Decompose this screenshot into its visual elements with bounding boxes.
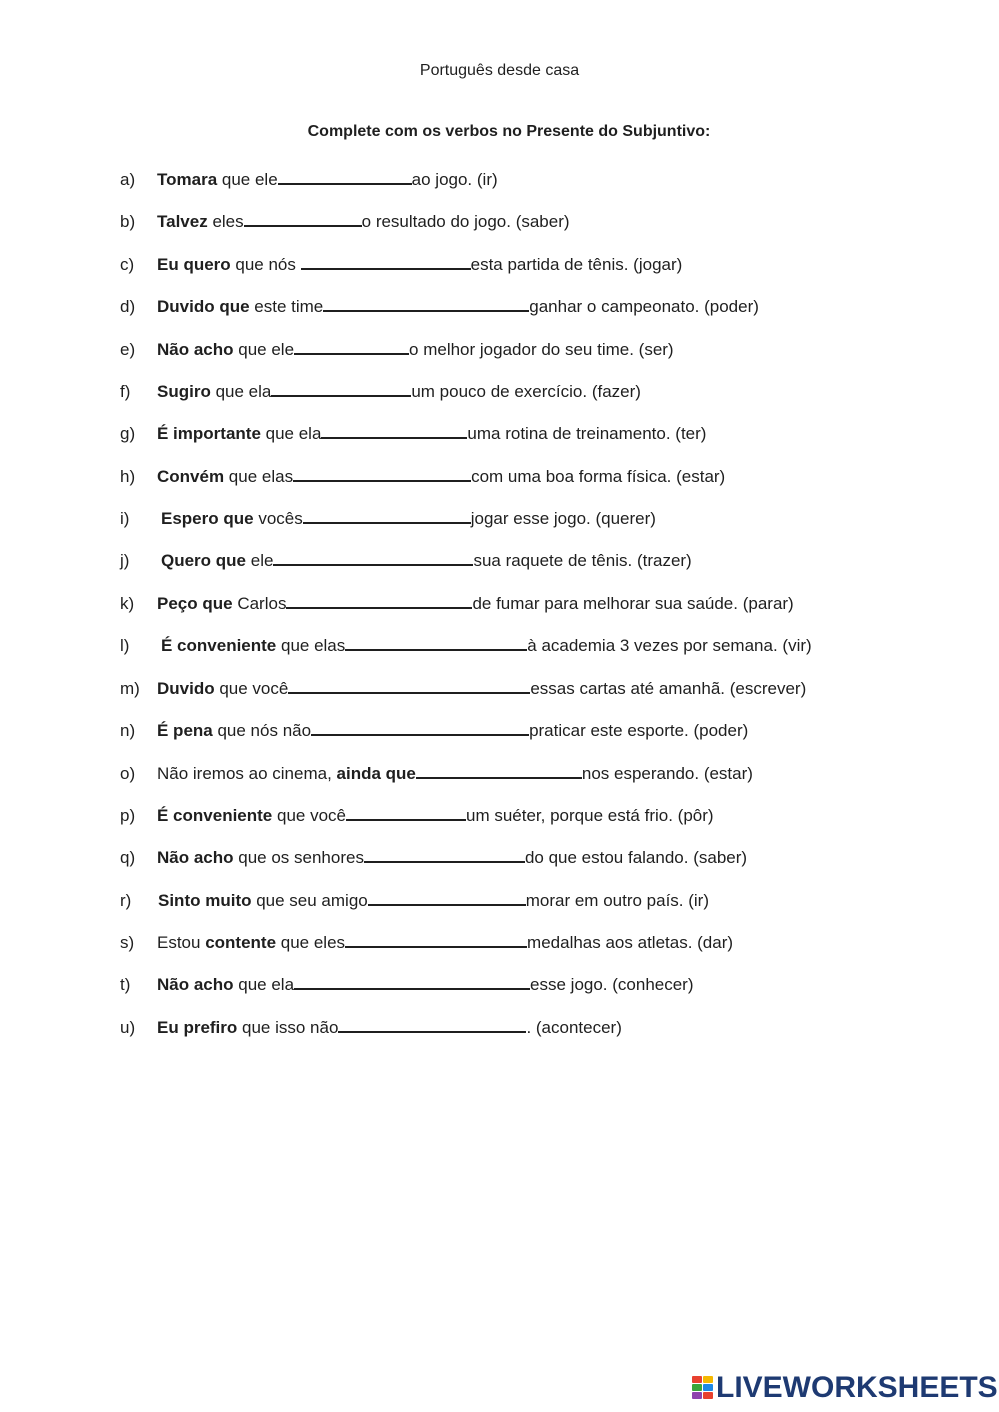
exercise-trigger-phrase: Quero que [161,551,247,570]
exercise-letter: b) [120,212,136,231]
exercise-trigger-phrase: Duvido que [157,297,250,316]
exercise-item [120,168,498,192]
exercise-trigger-phrase: Não acho [157,340,234,359]
exercise-trigger-phrase: Peço que [157,594,233,613]
exercise-letter: p) [120,806,136,825]
exercise-suffix-text: à academia 3 vezes por semana. (vir) [527,636,812,655]
exercise-subject-text: que os senhores [233,848,364,867]
answer-blank[interactable] [338,1017,526,1033]
exercise-subject-text: que elas [276,636,346,655]
page-header: Português desde casa [419,62,580,79]
answer-blank[interactable] [321,423,467,439]
instruction-heading: Complete com os verbos no Presente do Subjuntivo: [307,123,711,140]
exercise-prefix-text: Estou [157,933,206,952]
exercise-suffix-text: de fumar para melhorar sua saúde. (parar) [472,594,794,613]
exercise-item [120,338,674,362]
exercise-item [120,931,733,955]
exercise-trigger-phrase: Espero que [161,509,254,528]
exercise-suffix-text: . (acontecer) [526,1018,622,1037]
exercise-trigger-phrase: Sugiro [157,382,211,401]
exercise-letter: j) [120,551,130,570]
exercise-suffix-text: ganhar o campeonato. (poder) [529,297,759,316]
exercise-trigger-phrase: Duvido [157,679,215,698]
exercise-subject-text: que ele [233,340,295,359]
exercise-subject-text: que isso não [237,1018,339,1037]
liveworksheets-logo [692,1372,998,1404]
answer-blank[interactable] [303,508,471,524]
exercise-item [120,549,692,573]
answer-blank[interactable] [278,169,412,185]
exercise-letter: t) [120,975,131,994]
exercise-letter: e) [120,340,136,359]
answer-blank[interactable] [288,678,530,694]
exercise-letter: m) [120,679,140,698]
exercise-item [120,380,641,404]
liveworksheets-icon [692,1376,714,1400]
exercise-item [120,889,709,913]
exercise-trigger-phrase: Sinto muito [158,891,252,910]
exercise-suffix-text: essas cartas até amanhã. (escrever) [530,679,807,698]
exercise-suffix-text: praticar este esporte. (poder) [529,721,749,740]
exercise-letter: a) [120,170,136,189]
exercise-trigger-phrase: Tomara [157,170,218,189]
exercise-trigger-phrase: Eu quero [157,255,231,274]
exercise-suffix-text: do que estou falando. (saber) [524,848,748,867]
exercise-subject-text: ele [246,551,274,570]
answer-blank[interactable] [346,805,466,821]
exercise-suffix-text: esta partida de tênis. (jogar) [470,255,683,274]
exercise-letter: h) [120,467,136,486]
answer-blank[interactable] [286,593,472,609]
answer-blank[interactable] [294,974,530,990]
exercise-letter: c) [120,255,135,274]
exercise-suffix-text: o melhor jogador do seu time. (ser) [409,340,674,359]
exercise-item [120,804,714,828]
exercise-letter: r) [120,891,132,910]
exercise-subject-text: que ela [210,382,272,401]
exercise-item [120,210,570,234]
exercise-suffix-text: o resultado do jogo. (saber) [361,212,570,231]
answer-blank[interactable] [301,254,471,270]
exercise-letter: i) [120,509,130,528]
exercise-letter: o) [120,764,136,783]
exercise-suffix-text: ao jogo. (ir) [411,170,498,189]
exercise-suffix-text: um suéter, porque está frio. (pôr) [466,806,714,825]
exercise-trigger-phrase: É conveniente [157,806,273,825]
exercise-letter: u) [120,1018,136,1037]
exercise-trigger-phrase: Não acho [157,848,234,867]
exercise-subject-text: vocês [253,509,303,528]
exercise-item [120,507,656,531]
exercise-trigger-phrase: contente [205,933,277,952]
exercise-item [120,677,806,701]
exercise-item [120,973,694,997]
exercise-subject-text: que eles [276,933,346,952]
answer-blank[interactable] [345,932,527,948]
exercise-item [120,762,753,786]
exercise-subject-text: que você [214,679,289,698]
exercise-suffix-text: esse jogo. (conhecer) [530,975,694,994]
exercise-letter: f) [120,382,131,401]
answer-blank[interactable] [293,466,471,482]
exercise-letter: k) [120,594,135,613]
exercise-item [120,1016,622,1040]
exercise-subject-text: que elas [224,467,294,486]
exercise-subject-text: que você [272,806,346,825]
exercise-trigger-phrase: É importante [157,424,261,443]
exercise-item [120,295,759,319]
exercise-subject-text: que nós [230,255,301,274]
exercise-suffix-text: jogar esse jogo. (querer) [470,509,656,528]
exercise-letter: d) [120,297,136,316]
answer-blank[interactable] [368,890,526,906]
answer-blank[interactable] [345,635,527,651]
exercise-subject-text: este time [249,297,324,316]
exercise-subject-text: que ela [233,975,295,994]
answer-blank[interactable] [323,296,529,312]
exercise-suffix-text: medalhas aos atletas. (dar) [527,933,734,952]
exercise-item [120,846,747,870]
exercise-item [120,592,794,616]
exercise-subject-text: que ela [260,424,322,443]
answer-blank[interactable] [273,550,473,566]
exercise-subject-text: que ele [217,170,278,189]
exercise-item [120,634,812,658]
answer-blank[interactable] [364,847,525,863]
logo-text: LIVEWORKSHEETS [716,1371,998,1404]
exercise-trigger-phrase: É conveniente [161,636,277,655]
exercise-letter: l) [120,636,130,655]
exercise-suffix-text: morar em outro país. (ir) [525,891,709,910]
exercise-suffix-text: com uma boa forma física. (estar) [471,467,726,486]
answer-blank[interactable] [416,763,582,779]
exercise-trigger-phrase: Convém [157,467,225,486]
exercise-prefix-text: Não iremos ao cinema, [157,764,337,783]
answer-blank[interactable] [271,381,411,397]
answer-blank[interactable] [244,211,362,227]
exercise-subject-text: eles [207,212,244,231]
exercise-trigger-phrase: ainda que [336,764,416,783]
exercise-letter: g) [120,424,136,443]
exercise-subject-text: que seu amigo [251,891,368,910]
exercise-trigger-phrase: Não acho [157,975,234,994]
exercise-suffix-text: sua raquete de tênis. (trazer) [473,551,692,570]
exercise-letter: s) [120,933,135,952]
exercise-letter: q) [120,848,136,867]
exercise-item [120,719,748,743]
exercise-suffix-text: nos esperando. (estar) [581,764,753,783]
exercise-item [120,422,706,446]
exercise-trigger-phrase: É pena [157,721,213,740]
answer-blank[interactable] [294,339,409,355]
exercise-letter: n) [120,721,136,740]
exercise-suffix-text: uma rotina de treinamento. (ter) [467,424,707,443]
exercise-subject-text: Carlos [232,594,287,613]
exercise-suffix-text: um pouco de exercício. (fazer) [411,382,641,401]
exercise-item [120,253,682,277]
exercise-trigger-phrase: Eu prefiro [157,1018,238,1037]
answer-blank[interactable] [311,720,529,736]
exercise-trigger-phrase: Talvez [157,212,208,231]
exercise-subject-text: que nós não [212,721,312,740]
exercise-item [120,465,725,489]
